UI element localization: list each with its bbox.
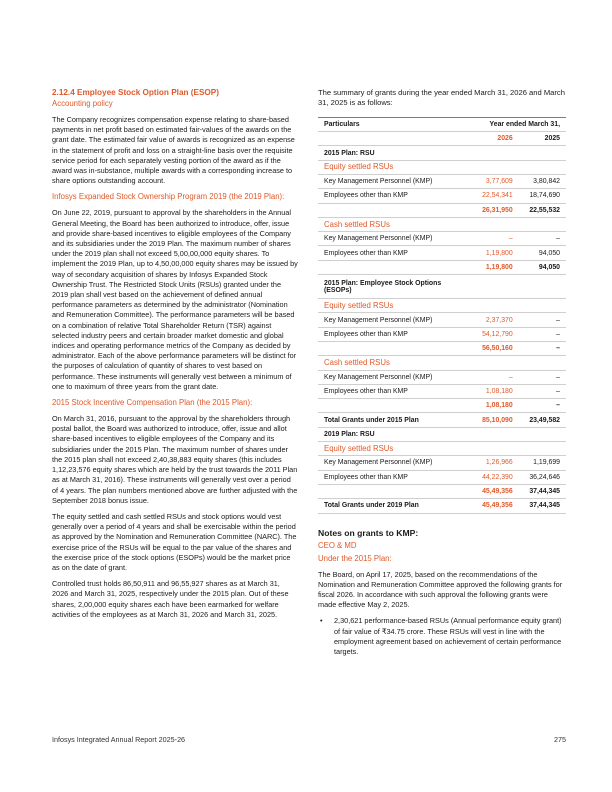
under-2015-subheading: Under the 2015 Plan: [318,553,392,563]
row-label [318,399,458,413]
bullet-marker: • [320,616,323,626]
value-2026: 1,08,180 [458,384,513,398]
row-label: Employees other than KMP [318,246,458,260]
header-particulars: Particulars [318,117,458,131]
row-label: Equity settled RSUs [318,160,458,174]
header-year-ended: Year ended March 31, [458,117,566,131]
value-2025 [513,356,566,370]
right-column [318,88,566,657]
row-label: Employees other than KMP [318,470,458,484]
table-body [318,146,566,513]
value-2025 [513,146,566,160]
value-2026: 45,49,356 [458,499,513,513]
row-label: Employees other than KMP [318,384,458,398]
row-label [318,203,458,217]
value-2025: 94,050 [513,246,566,260]
paragraph-controlled-trust: Controlled trust holds 86,50,911 and 96,55,927 shares as at March 31, 2026 and March 31, 2025, respectively under the 2015 plan. Out of these shares, 2,00,000 equity shares each have been earmarked for welfare activities of the employees as at March 31, 2026 and March 31, 2025. [52,579,289,619]
value-2026: 3,77,609 [458,175,513,189]
row-label: Key Management Personnel (KMP) [318,456,458,470]
value-2025: – [513,327,566,341]
value-2026: 2,37,370 [458,313,513,327]
value-2025 [513,275,566,299]
table-row [318,160,566,174]
value-2026: 1,08,180 [458,399,513,413]
plan-2015-subheading: 2015 Stock Incentive Compensation Plan (the 2015 Plan): [52,398,253,408]
table-row [318,232,566,246]
table-row [318,327,566,341]
table-row [318,413,566,427]
table-row [318,356,566,370]
section-heading: 2.12.4 Employee Stock Option Plan (ESOP) [52,88,219,97]
value-2026: 22,54,341 [458,189,513,203]
bullet-item [318,616,566,657]
value-2025 [513,217,566,231]
row-label: 2015 Plan: Employee Stock Options (ESOPs) [318,275,458,299]
table-row [318,442,566,456]
value-2025: 18,74,690 [513,189,566,203]
row-label: Key Management Personnel (KMP) [318,313,458,327]
value-2026: 44,22,390 [458,470,513,484]
bullet-text: 2,30,621 performance-based RSUs (Annual performance equity grant) of fair value of ₹34.75 crore. These RSUs will vest in line with the employment agreement based on achievement of certain performance targets. [334,616,562,656]
footer-report-title: Infosys Integrated Annual Report 2025-26 [52,735,186,744]
table-row [318,217,566,231]
value-2026: 1,19,800 [458,246,513,260]
table-row [318,399,566,413]
value-2025: 37,44,345 [513,499,566,513]
table-row [318,260,566,274]
table-row [318,470,566,484]
table-row [318,427,566,441]
value-2026: – [458,232,513,246]
value-2025 [513,299,566,313]
paragraph-accounting-policy: The Company recognizes compensation expense relating to share-based payments in net profit based on estimated fair-values of the awards on the grant date. The estimated fair value of awards is recognized as an expense in the statement of profit and loss on a straight-line basis over the requisite service period for each separately vesting portion of the award as if the award was in-substance, multiple awards with a corresponding increase to share options outstanding account. [52,115,295,186]
value-2025: – [513,232,566,246]
table-row [318,175,566,189]
value-2025 [513,160,566,174]
row-label: Key Management Personnel (KMP) [318,232,458,246]
table-row [318,499,566,513]
row-label: Total Grants under 2019 Plan [318,499,458,513]
value-2025: 94,050 [513,260,566,274]
table-row [318,384,566,398]
value-2026 [458,146,513,160]
row-label [318,260,458,274]
year-2026: 2026 [458,132,513,146]
value-2026: 45,49,356 [458,484,513,498]
value-2025: 37,44,345 [513,484,566,498]
value-2026 [458,442,513,456]
table-row [318,189,566,203]
row-label: Key Management Personnel (KMP) [318,175,458,189]
table-row [318,146,566,160]
table-row [318,246,566,260]
row-label: Key Management Personnel (KMP) [318,370,458,384]
value-2026: 85,10,090 [458,413,513,427]
value-2025: 3,80,842 [513,175,566,189]
value-2026 [458,217,513,231]
value-2026: – [458,370,513,384]
value-2026: 1,26,966 [458,456,513,470]
row-label: Employees other than KMP [318,189,458,203]
notes-paragraph: The Board, on April 17, 2025, based on the recommendations of the Nomination and Remuneration Committee approved the following grants for fiscal 2026. In accordance with such approval the following grants were made effective May 2, 2025. [318,569,563,610]
row-label: Equity settled RSUs [318,442,458,456]
row-label: Total Grants under 2015 Plan [318,413,458,427]
row-label [318,341,458,355]
value-2025: – [513,313,566,327]
paragraph-plan-2019: On June 22, 2019, pursuant to approval by the shareholders in the Annual General Meeting, the Board has been authorized to introduce, offer, issue and provide share-based incentives to eligible employees of the Company and its subsidiaries under the 2019 Plan. The maximum number of shares under the 2019 plan shall not exceed 5,00,00,000 equity shares. To implement the 2019 Plan, up to 4,50,00,000 equity shares may be issued by way of secondary acquisition of shares by Infosys Expanded Stock Ownership Trust. The Restricted Stock Units (RSUs) granted under the 2019 plan shall vest based on the achievement of defined annual performance parameters as determined by the administrator (Nomination and Remuneration Committee). The performance parameters will be based on a combination of relative Total Shareholder Return (TSR) against selected industry peers and certain broader market domestic and global indices and operating performance metrics of the Company as decided by administrator. Each of the above performance parameters will be distinct for the purposes of calculation of quantity of shares to vest based on performance. These instruments will generally vest between a minimum of one to maximum of three years from the grant date. [52,208,298,391]
value-2025: – [513,341,566,355]
value-2026: 26,31,950 [458,203,513,217]
table-header-row [318,117,566,131]
row-label [318,484,458,498]
value-2025: – [513,370,566,384]
value-2026: 1,19,800 [458,260,513,274]
table-row [318,313,566,327]
value-2025: 36,24,646 [513,470,566,484]
value-2026 [458,427,513,441]
value-2025 [513,442,566,456]
value-2026 [458,356,513,370]
table-year-row [318,132,566,146]
table-row [318,456,566,470]
value-2025: 22,55,532 [513,203,566,217]
value-2026: 56,50,160 [458,341,513,355]
table-row [318,299,566,313]
ceo-md-subheading: CEO & MD [318,540,357,550]
notes-title: Notes on grants to KMP: [318,527,419,538]
year-2025: 2025 [513,132,566,146]
grants-table [318,117,566,514]
row-label: Equity settled RSUs [318,299,458,313]
value-2025: – [513,399,566,413]
value-2026 [458,160,513,174]
row-label: Employees other than KMP [318,327,458,341]
value-2025: 23,49,582 [513,413,566,427]
table-row [318,370,566,384]
value-2026 [458,299,513,313]
table-row [318,203,566,217]
plan-2019-subheading: Infosys Expanded Stock Ownership Program 2019 (the 2019 Plan): [52,192,285,202]
left-column [52,88,298,626]
grants-summary-intro: The summary of grants during the year ended March 31, 2026 and March 31, 2025 is as follows: [318,88,565,108]
footer-page-number: 275 [554,735,566,744]
value-2025 [513,427,566,441]
accounting-policy-subheading: Accounting policy [52,99,113,108]
paragraph-plan-2015: On March 31, 2016, pursuant to the approval by the shareholders through postal ballot, the Board was authorized to introduce, offer, issue and allot share-based incentives to eligible employees of the Company and its subsidiaries under the 2015 Plan. The maximum number of shares under the 2015 plan shall not exceed 2,40,38,883 equity shares (this includes 1,12,23,576 equity shares which are held by the trust towards the 2011 Plan as at March 31, 2016). These instruments will generally vest over a period of 4 years. The plan numbers mentioned above are further adjusted with the September 2018 bonus issue. [52,414,298,505]
row-label: Cash settled RSUs [318,217,458,231]
row-label: 2015 Plan: RSU [318,146,458,160]
value-2025: – [513,384,566,398]
table-row [318,275,566,299]
table-row [318,484,566,498]
row-label: Cash settled RSUs [318,356,458,370]
row-label: 2019 Plan: RSU [318,427,458,441]
paragraph-vesting: The equity settled and cash settled RSUs and stock options would vest generally over a period of 4 years and shall be exercisable within the period as approved by the Nomination and Remuneration Committee (NARC). The exercise price of the RSUs will be equal to the par value of the shares and the exercise price of the stock options (ESOPs) would be the market price as on the date of grant. [52,511,297,572]
table-row [318,341,566,355]
value-2025: 1,19,699 [513,456,566,470]
value-2026: 54,12,790 [458,327,513,341]
value-2026 [458,275,513,299]
